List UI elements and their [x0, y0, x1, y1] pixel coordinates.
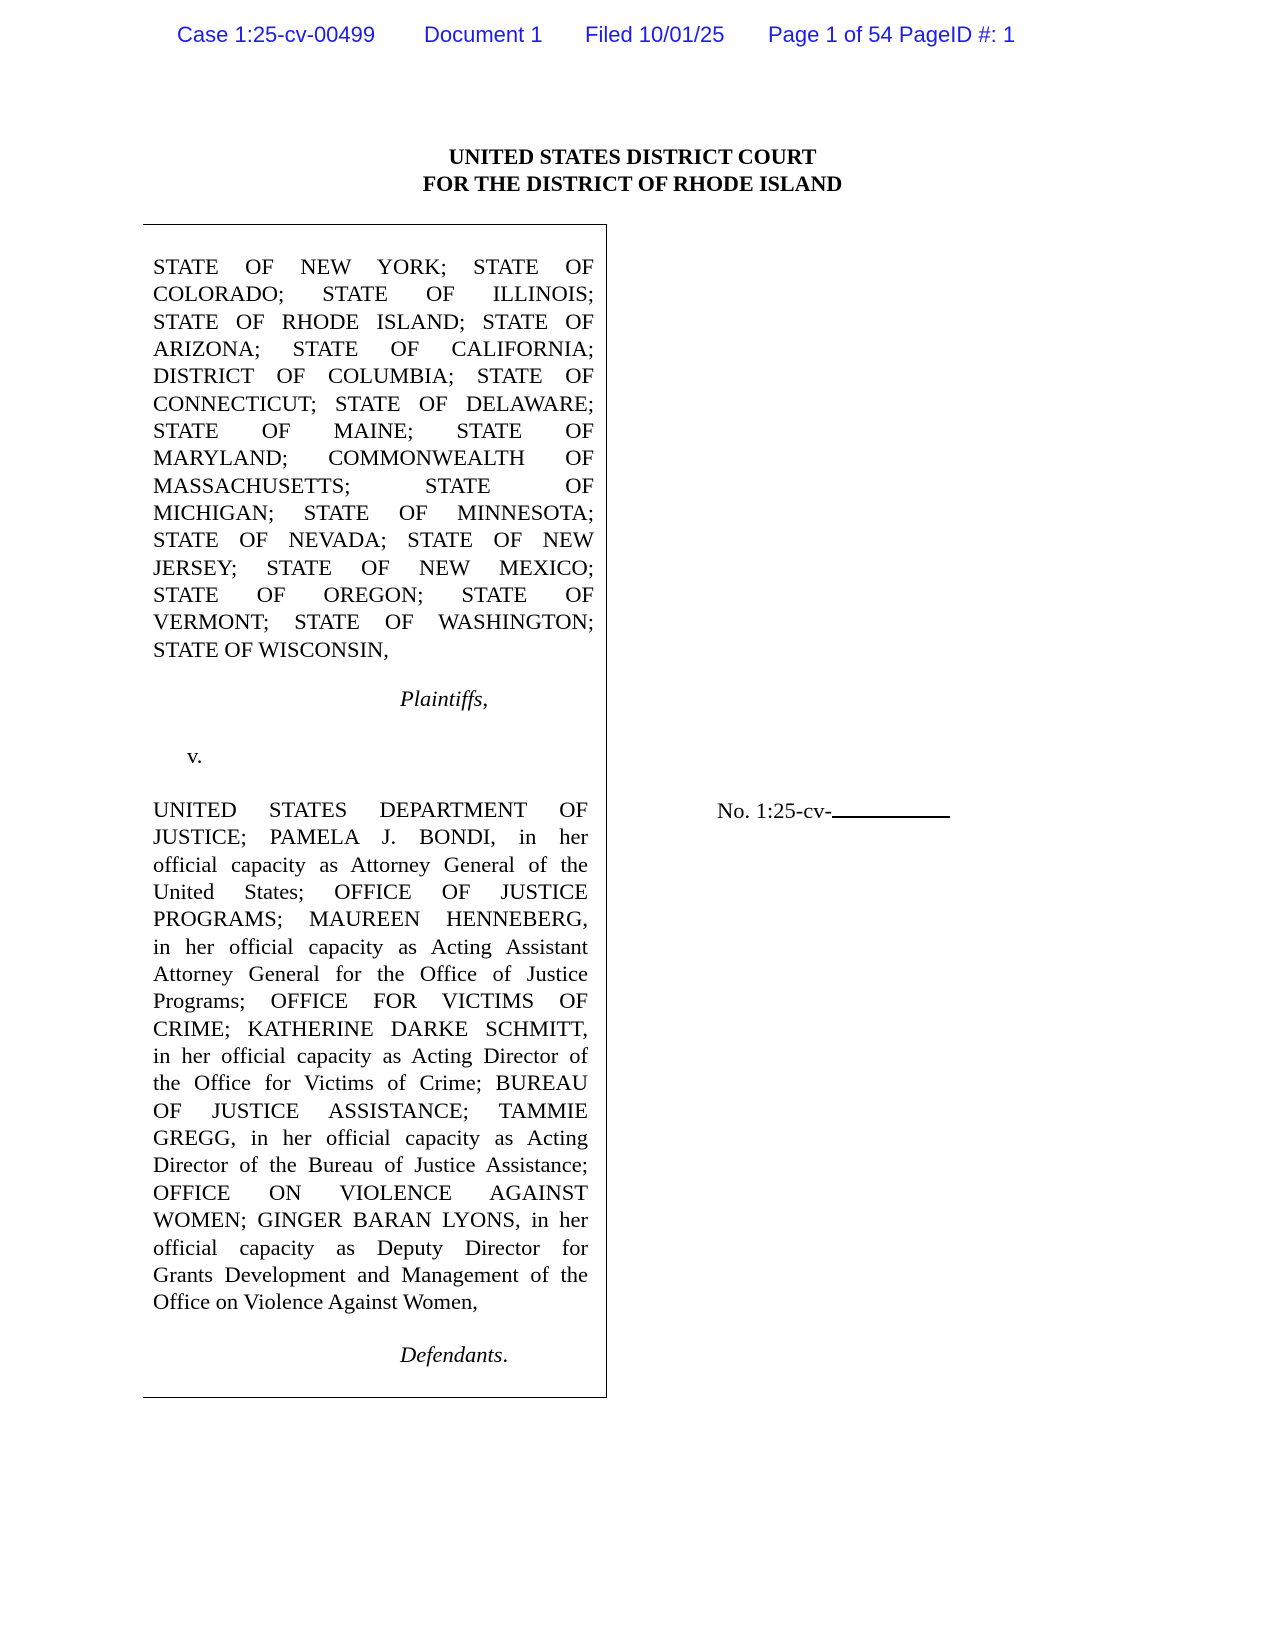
defendants-line: Grants Development and Management of the: [153, 1261, 588, 1287]
defendants-line: in her official capacity as Acting Director of: [153, 1043, 588, 1069]
defendants-label: [400, 1342, 508, 1368]
court-title-line1: UNITED STATES DISTRICT COURT: [448, 144, 817, 169]
defendants-line: OFFICE ON VIOLENCE AGAINST: [153, 1179, 588, 1205]
defendants-line: Attorney General for the Office of Justice: [153, 961, 588, 987]
header-filed-date: Filed 10/01/25: [585, 22, 725, 47]
plaintiffs-line: STATE OF OREGON; STATE OF: [153, 582, 594, 608]
defendants-line: GREGG, in her official capacity as Acting: [153, 1125, 588, 1151]
case-number-prefix: No. 1:25-cv-: [717, 798, 832, 823]
defendants-line: JUSTICE; PAMELA J. BONDI, in her: [153, 824, 588, 850]
defendants-line: WOMEN; GINGER BARAN LYONS, in her: [153, 1207, 588, 1233]
defendants-list: [153, 796, 588, 1316]
defendants-line: official capacity as Attorney General of the: [153, 851, 588, 877]
plaintiffs-line: DISTRICT OF COLUMBIA; STATE OF: [153, 363, 594, 389]
versus: v.: [187, 743, 203, 768]
case-number-blank: [832, 798, 950, 818]
plaintiffs-line: COLORADO; STATE OF ILLINOIS;: [153, 281, 594, 307]
defendants-line: PROGRAMS; MAUREEN HENNEBERG,: [153, 906, 588, 932]
header-case-number: Case 1:25-cv-00499: [177, 22, 376, 47]
plaintiffs-label-text: Plaintiffs: [400, 686, 483, 711]
plaintiffs-line: STATE OF WISCONSIN,: [153, 636, 389, 662]
defendants-label-text: Defendants: [400, 1342, 503, 1367]
case-number-field: [717, 798, 950, 824]
defendants-period: .: [502, 1342, 509, 1367]
plaintiffs-line: ARIZONA; STATE OF CALIFORNIA;: [153, 336, 594, 362]
plaintiffs-label: [400, 686, 488, 712]
header-document: Document 1: [424, 22, 543, 47]
caption-box-top-border: [143, 224, 607, 225]
plaintiffs-line: VERMONT; STATE OF WASHINGTON;: [153, 609, 594, 635]
plaintiffs-line: MASSACHUSETTS; STATE OF: [153, 472, 594, 498]
defendants-line: the Office for Victims of Crime; BUREAU: [153, 1070, 588, 1096]
plaintiffs-line: MARYLAND; COMMONWEALTH OF: [153, 445, 594, 471]
plaintiffs-line: STATE OF MAINE; STATE OF: [153, 418, 594, 444]
defendants-line: OF JUSTICE ASSISTANCE; TAMMIE: [153, 1097, 588, 1123]
defendants-line: CRIME; KATHERINE DARKE SCHMITT,: [153, 1015, 588, 1041]
defendants-line: UNITED STATES DEPARTMENT OF: [153, 797, 588, 822]
defendants-line: Director of the Bureau of Justice Assistance;: [153, 1152, 588, 1178]
plaintiffs-line: STATE OF NEW YORK; STATE OF: [153, 254, 594, 279]
defendants-line: United States; OFFICE OF JUSTICE: [153, 879, 588, 905]
plaintiffs-line: STATE OF NEVADA; STATE OF NEW: [153, 527, 594, 553]
caption-box-bottom-border: [143, 1397, 607, 1398]
plaintiffs-line: STATE OF RHODE ISLAND; STATE OF: [153, 308, 594, 334]
plaintiffs-list: [153, 253, 594, 663]
plaintiffs-line: MICHIGAN; STATE OF MINNESOTA;: [153, 500, 594, 526]
court-title-line2: FOR THE DISTRICT OF RHODE ISLAND: [422, 171, 843, 196]
defendants-line: Programs; OFFICE FOR VICTIMS OF: [153, 988, 588, 1014]
defendants-line: in her official capacity as Acting Assistant: [153, 933, 588, 959]
defendants-line: Office on Violence Against Women,: [153, 1289, 478, 1315]
plaintiffs-comma: ,: [482, 686, 489, 711]
plaintiffs-line: JERSEY; STATE OF NEW MEXICO;: [153, 554, 594, 580]
caption-box-right-border: [606, 224, 607, 1397]
header-page-id: Page 1 of 54 PageID #: 1: [768, 22, 1016, 47]
plaintiffs-line: CONNECTICUT; STATE OF DELAWARE;: [153, 390, 594, 416]
defendants-line: official capacity as Deputy Director for: [153, 1234, 588, 1260]
